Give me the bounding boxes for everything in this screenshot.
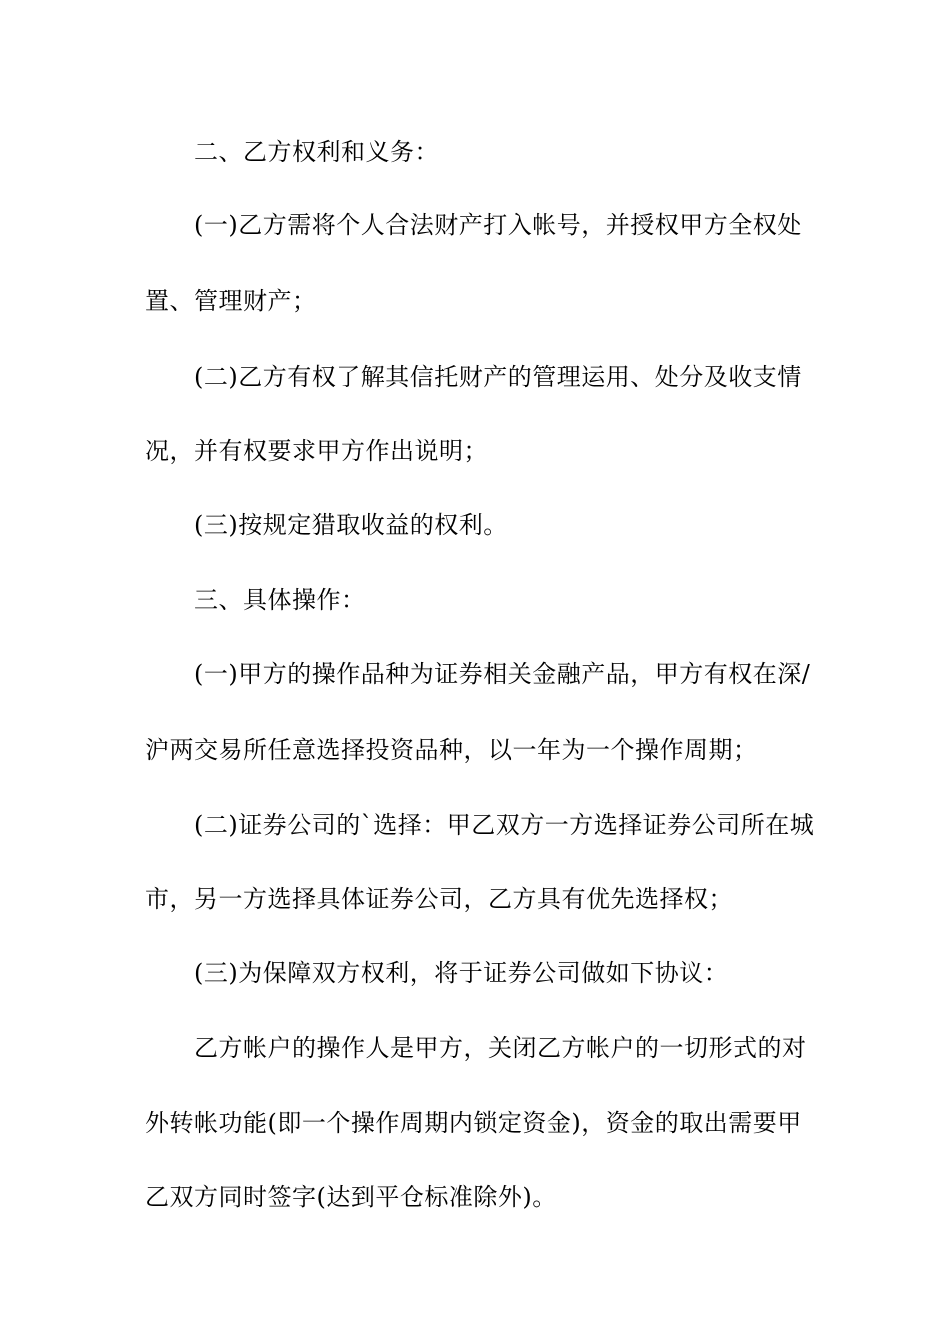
- paragraph-line: 置、管理财产；: [145, 287, 317, 315]
- paragraph-line: (二)证券公司的`选择：甲乙双方一方选择证券公司所在城: [194, 811, 815, 839]
- paragraph-line: (一)乙方需将个人合法财产打入帐号，并授权甲方全权处: [194, 211, 802, 239]
- paragraph-line: (二)乙方有权了解其信托财产的管理运用、处分及收支情: [194, 363, 802, 391]
- paragraph-line: 乙双方同时签字(达到平仓标准除外)。: [145, 1183, 557, 1211]
- paragraph-line: 沪两交易所任意选择投资品种，以一年为一个操作周期；: [145, 736, 758, 764]
- paragraph-line: 市，另一方选择具体证券公司，乙方具有优先选择权；: [145, 885, 733, 913]
- paragraph-line: (三)为保障双方权利，将于证券公司做如下协议：: [194, 959, 729, 987]
- paragraph-line: 况，并有权要求甲方作出说明；: [145, 437, 488, 465]
- paragraph-line: 乙方帐户的操作人是甲方，关闭乙方帐户的一切形式的对: [194, 1034, 807, 1062]
- paragraph-line: 外转帐功能(即一个操作周期内锁定资金)，资金的取出需要甲: [145, 1109, 802, 1137]
- section-heading-2: 二、乙方权利和义务：: [194, 138, 439, 166]
- section-heading-3: 三、具体操作：: [194, 586, 366, 614]
- paragraph-line: (一)甲方的操作品种为证券相关金融产品，甲方有权在深/: [194, 660, 811, 688]
- paragraph-line: (三)按规定猎取收益的权利。: [194, 511, 508, 539]
